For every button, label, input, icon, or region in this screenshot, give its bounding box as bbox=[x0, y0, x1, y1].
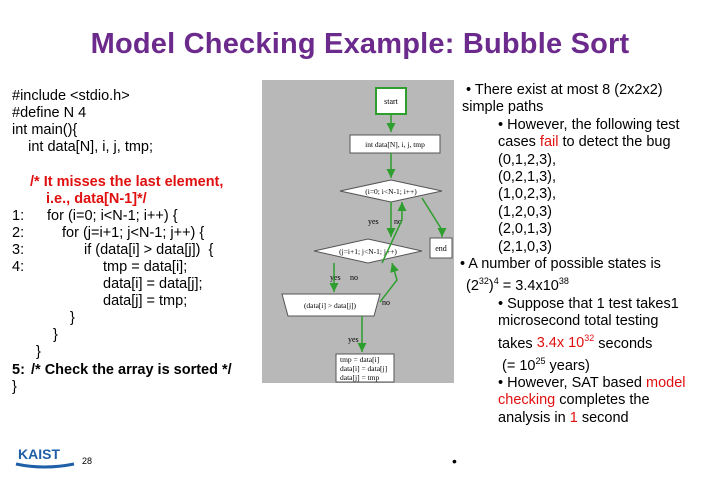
node-decl-label: int data[N], i, j, tmp bbox=[365, 140, 425, 149]
code-comment-line2: i.e., data[N-1]*/ bbox=[46, 191, 147, 207]
kaist-logo-text: KAIST bbox=[18, 446, 60, 462]
slide-title: Model Checking Example: Bubble Sort bbox=[90, 28, 630, 60]
code-line-decl: int data[N], i, j, tmp; bbox=[12, 139, 154, 155]
edge-loop1-end bbox=[422, 198, 442, 237]
test-case-6: (2,1,0,3) bbox=[498, 238, 552, 255]
text-years: (= $10^{25}$ years) bbox=[502, 355, 590, 374]
text-states-1: • A number of possible states is bbox=[460, 256, 661, 273]
text-however-2: cases fail to detect the bug bbox=[498, 134, 671, 151]
edge-label-yes3: yes bbox=[348, 335, 359, 344]
text-suppose-3: takes 3.4x $10^{32}$ seconds bbox=[498, 333, 653, 352]
text-paths-2: simple paths bbox=[462, 99, 544, 116]
code-line-num-4: 4: bbox=[12, 259, 25, 275]
code-line-include: #include <stdio.h> bbox=[12, 88, 130, 104]
node-cond-label: (data[i] > data[j]) bbox=[303, 301, 357, 310]
edge-cond-loop2 bbox=[380, 263, 397, 302]
code-line-4: tmp = data[i]; bbox=[103, 259, 188, 275]
node-loop1-label: (i=0; i<N-1; i++) bbox=[365, 187, 417, 196]
code-line-num-1: 1: bbox=[12, 208, 25, 224]
node-swap-line1: tmp = data[i] bbox=[340, 355, 380, 364]
edge-label-yes1: yes bbox=[368, 217, 379, 226]
edge-label-no2: no bbox=[350, 273, 358, 282]
code-line-2: for (j=i+1; j<N-1; j++) { bbox=[62, 225, 205, 241]
flow-diagram bbox=[262, 80, 454, 383]
code-closing-brace: } bbox=[12, 379, 17, 395]
code-line-1: for (i=0; i<N-1; i++) { bbox=[47, 208, 178, 224]
text-seconds-highlight: 3.4x $10^{32}$ bbox=[536, 333, 595, 352]
code-brace-2: } bbox=[53, 327, 58, 343]
code-line-3: if (data[i] > data[j]) { bbox=[84, 242, 214, 258]
text-fail-highlight: fail bbox=[539, 134, 559, 151]
node-end-label: end bbox=[435, 244, 447, 253]
test-case-5: (2,0,1,3) bbox=[498, 221, 552, 238]
kaist-logo-svg bbox=[14, 444, 76, 470]
flow-diagram-svg bbox=[262, 80, 454, 383]
page-number: 28 bbox=[82, 456, 93, 466]
explanation-text bbox=[458, 82, 720, 427]
code-line-4b: data[i] = data[j]; bbox=[103, 276, 203, 292]
code-line-define: #define N 4 bbox=[12, 105, 87, 121]
text-suppose-2: microsecond total testing bbox=[498, 313, 659, 330]
test-case-2: (0,2,1,3), bbox=[498, 169, 557, 186]
text-sat-2: checking completes the bbox=[498, 392, 650, 409]
code-brace-3: } bbox=[36, 344, 41, 360]
node-swap-line3: data[j] = tmp bbox=[340, 373, 380, 382]
code-line-num-2: 2: bbox=[12, 225, 25, 241]
text-paths-1: • There exist at most 8 (2x2x2) bbox=[466, 82, 663, 98]
node-start-label: start bbox=[384, 97, 398, 106]
text-sat-1: • However, SAT based model bbox=[498, 374, 686, 391]
node-loop2-label: (j=i+1; j<N-1; j++) bbox=[339, 247, 397, 256]
code-comment-line1: /* It misses the last element, bbox=[30, 174, 224, 190]
code-brace-1: } bbox=[70, 310, 75, 326]
kaist-logo bbox=[14, 444, 76, 475]
text-however-1: • However, the following test bbox=[498, 116, 680, 133]
code-line-4c: data[j] = tmp; bbox=[103, 293, 188, 309]
test-case-1: (0,1,2,3), bbox=[498, 151, 557, 168]
code-line-5: /* Check the array is sorted */ bbox=[31, 362, 232, 378]
test-case-4: (1,2,0,3) bbox=[498, 203, 552, 220]
edge-label-no3: no bbox=[382, 298, 390, 307]
edge-label-no1: no bbox=[394, 217, 402, 226]
edge-label-yes2: yes bbox=[330, 273, 341, 282]
text-suppose-1: • Suppose that 1 test takes1 bbox=[498, 295, 679, 312]
code-line-num-5: 5: bbox=[12, 362, 25, 378]
code-line-num-3: 3: bbox=[12, 242, 25, 258]
text-states-2: $(2^{32})^4 = 3.4x10^{38}$ bbox=[466, 276, 569, 295]
footer-bullet: • bbox=[452, 453, 457, 469]
node-swap-line2: data[i] = data[j] bbox=[340, 364, 388, 373]
code-line-main: int main(){ bbox=[12, 122, 78, 138]
text-sat-3: analysis in 1 second bbox=[498, 409, 629, 426]
test-case-3: (1,0,2,3), bbox=[498, 186, 557, 203]
